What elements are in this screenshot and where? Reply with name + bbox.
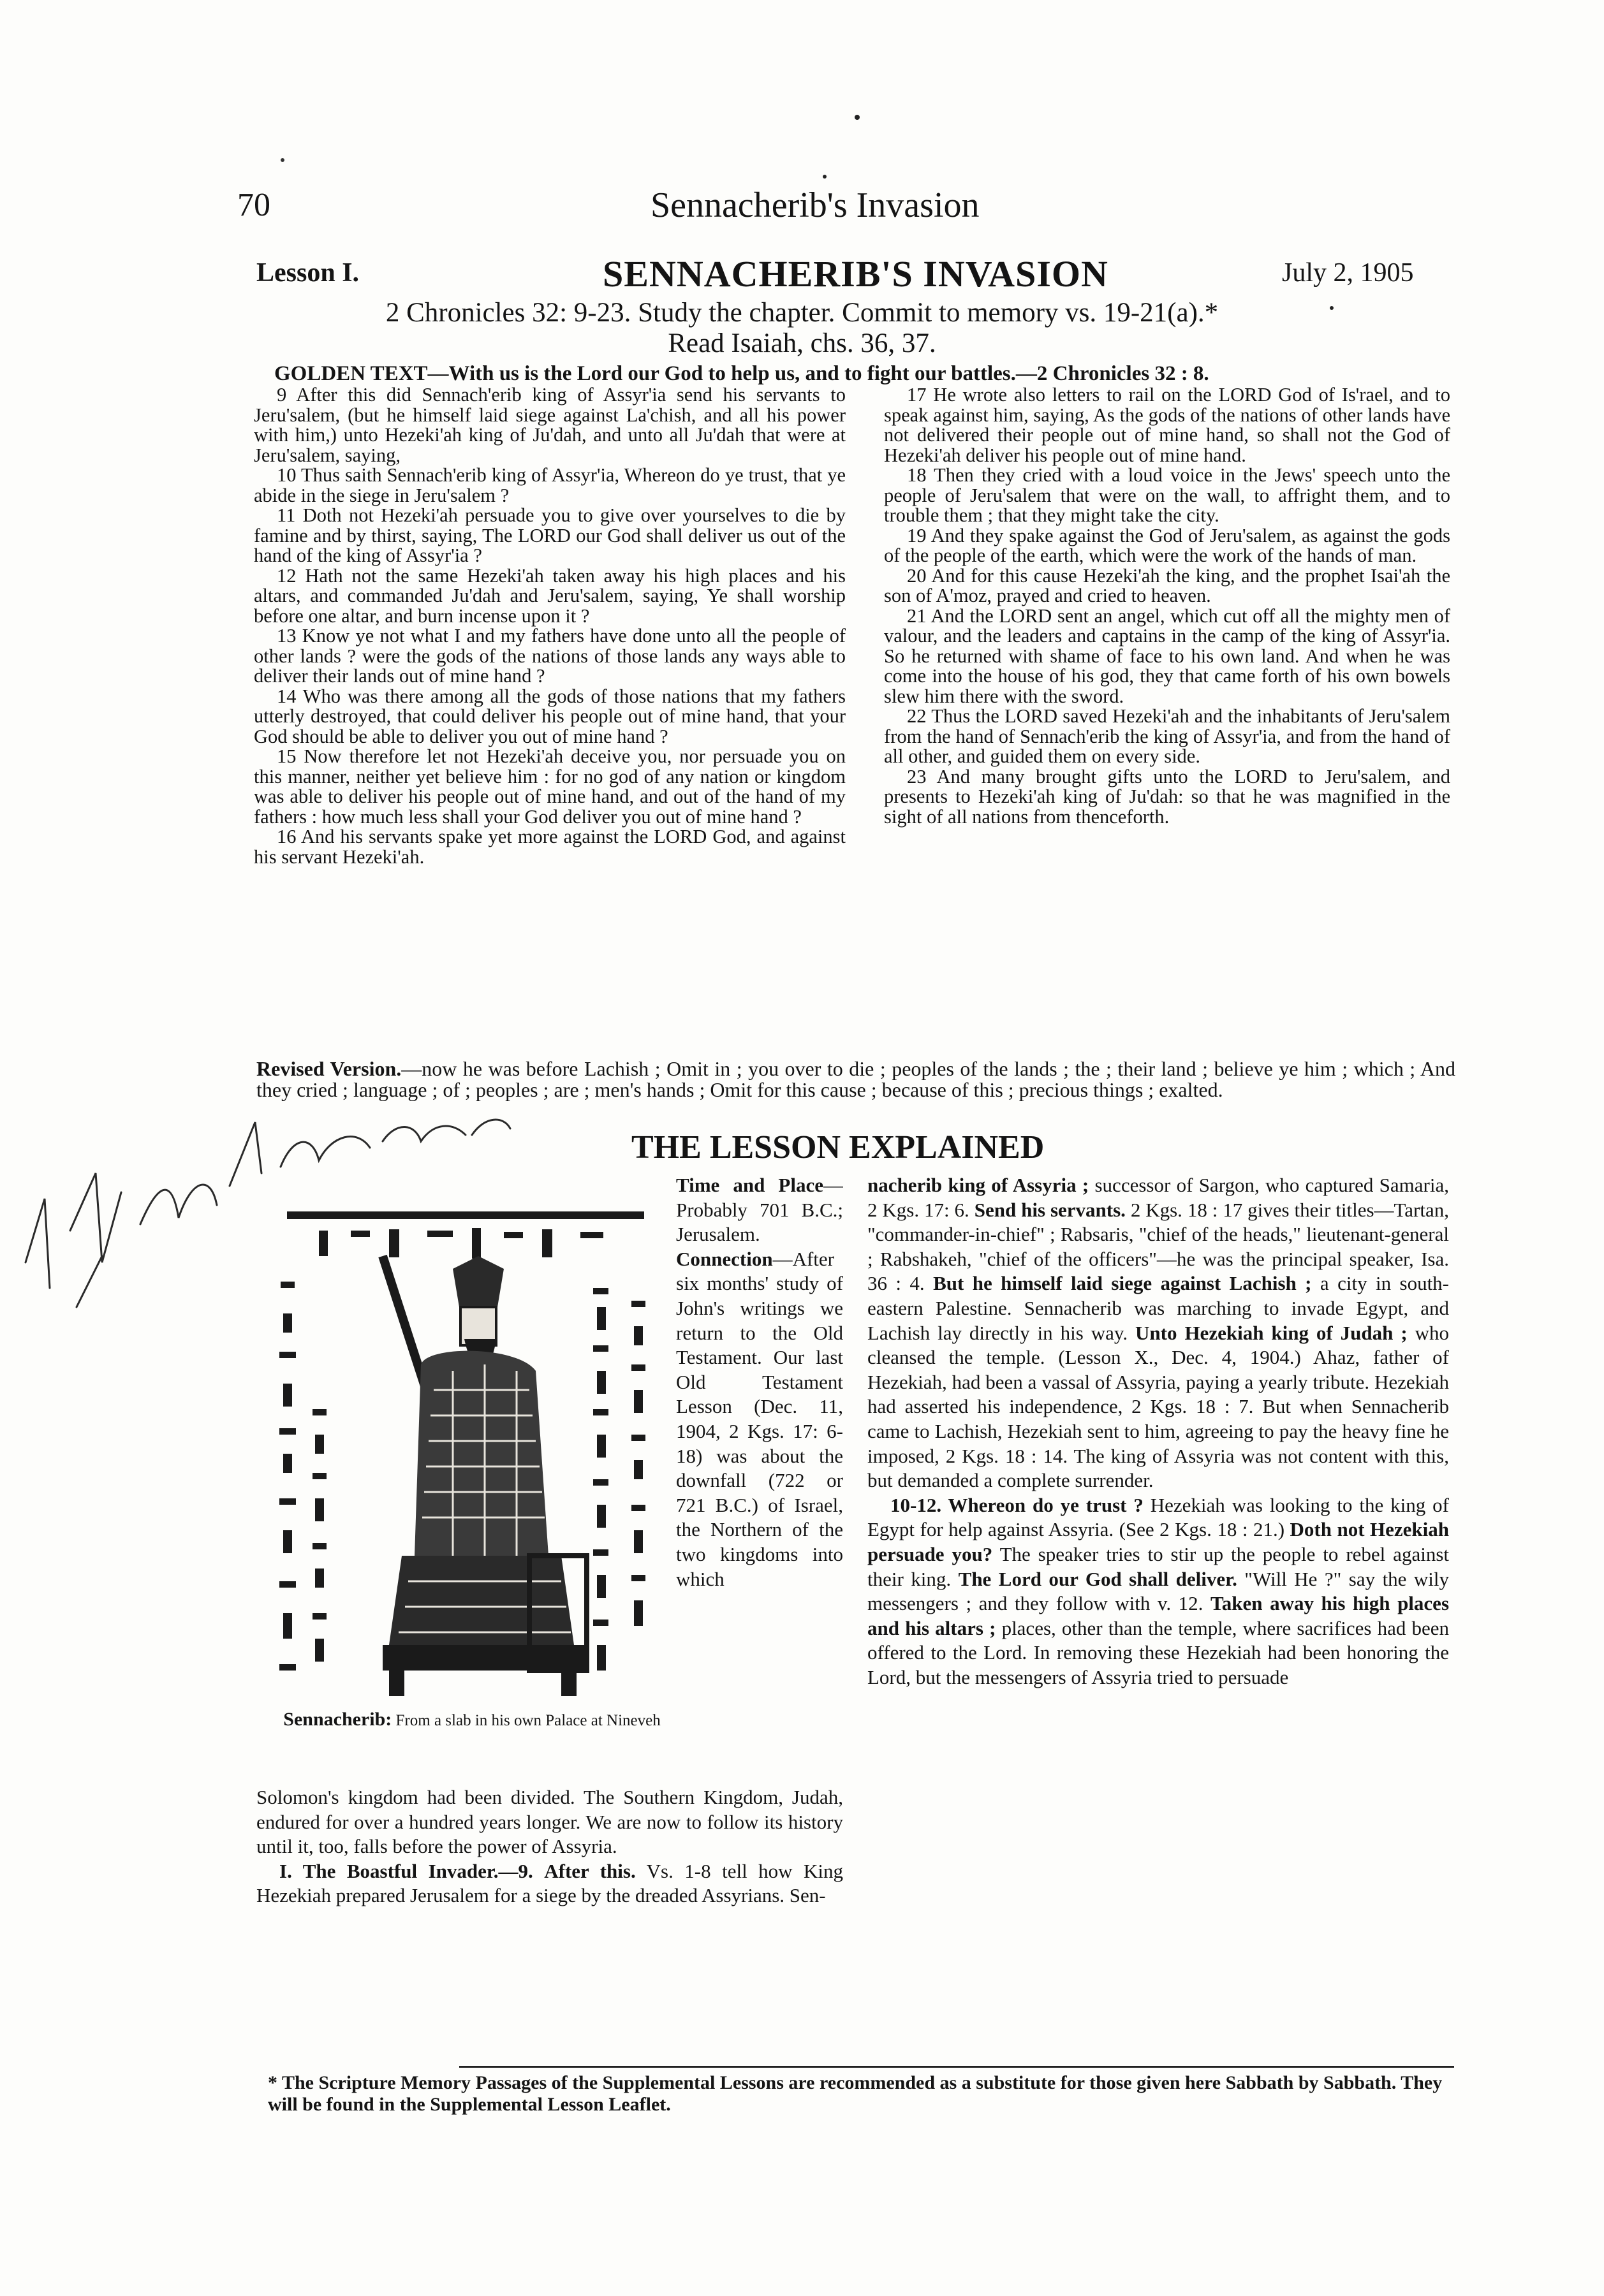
sennacherib-relief-image xyxy=(261,1199,676,1702)
verse: 19 And they spake against the God of Jeru'salem, as against the gods of the people of the earth, which were the work of the hands of man. xyxy=(884,524,1450,566)
running-head: Sennacherib's Invasion xyxy=(651,186,980,225)
lesson-label: Lesson I. xyxy=(256,258,360,288)
commentary-heading: Send his servants. xyxy=(974,1198,1126,1221)
scripture-reference: 2 Chronicles 32: 9-23. Study the chapter. Commit to memory vs. 19-21(a).* xyxy=(385,298,1219,328)
commentary-narrow-column xyxy=(676,1173,843,1785)
section-heading: THE LESSON EXPLAINED xyxy=(631,1129,1045,1166)
verse: 18 Then they cried with a loud voice in the Jews' speech unto the people of Jeru'salem that were on the wall, to affright them, and to trouble them ; that they might take the city. xyxy=(884,464,1450,526)
commentary-text: 2 Kgs. 18 : 17 gives their titles—Tartan, "commander-in-chief" ; Rabsaris, "chief of the heads," lieutenant-general ; Rabshakeh, "chief of the officers"—he was the principal speaker, Isa. 36 : 4. xyxy=(867,1198,1449,1295)
footnote-rule xyxy=(459,2066,1454,2068)
commentary-heading: Doth not Hezekiah persuade you? xyxy=(867,1518,1449,1565)
commentary-left-lower xyxy=(256,1785,843,2053)
boastful-invader-paragraph xyxy=(256,1859,843,1908)
commentary-heading: nacherib king of Assyria ; xyxy=(867,1174,1089,1196)
connection-paragraph xyxy=(676,1247,843,1591)
commentary-text: "Will He ?" say the wily messengers ; and they follow with v. 12. xyxy=(867,1567,1449,1615)
print-mark xyxy=(823,175,827,179)
section-text: Vs. 1-8 tell how King Hezekiah prepared Jerusalem for a siege by the dreaded Assyrians. Sen- xyxy=(256,1859,843,1907)
commentary-text: who cleansed the temple. (Lesson X., Dec. 4, 1904.) Ahaz, father of Hezekiah, had been a vassal of Assyria, paying a yearly tribute. Hezekiah had asserted his independence, 2 Kgs. 18 : 7. But when Sennacherib came to Lachish, Hezekiah sent to him, agreeing to pay the heavy fine he imposed, 2 Kgs. 18 : 14. The king of Assyria was not content with this, but demanded a complete surrender. xyxy=(867,1321,1449,1492)
print-mark xyxy=(281,158,284,162)
scripture-verses-right xyxy=(884,385,1450,1057)
verse: 23 And many brought gifts unto the LORD to Jeru'salem, and presents to Hezeki'ah king of Ju'dah: so that he was magnified in the sight of all nations from thenceforth. xyxy=(884,765,1450,828)
commentary-heading: Taken away his high places and his altars ; xyxy=(867,1592,1449,1639)
revised-version-label: Revised Version. xyxy=(256,1057,402,1080)
connection-label: Connection xyxy=(676,1247,773,1270)
verse: 11 Doth not Hezeki'ah persuade you to give over yourselves to die by famine and by thirst, saying, The LORD our God shall deliver us out of the hand of the king of Assyr'ia ? xyxy=(254,504,846,566)
figure-caption-text: From a slab in his own Palace at Nineveh xyxy=(395,1712,661,1729)
commentary-heading: But he himself laid siege against Lachish ; xyxy=(933,1272,1312,1295)
section-label: I. The Boastful Invader.—9. xyxy=(279,1859,533,1882)
time-place-label: Time and Place xyxy=(676,1174,823,1196)
figure-caption-subject: Sennacherib: xyxy=(283,1709,392,1730)
page-number: 70 xyxy=(237,187,270,223)
verse: 20 And for this cause Hezeki'ah the king, and the prophet Isai'ah the son of A'moz, prayed and cried to heaven. xyxy=(884,564,1450,606)
commentary-paragraph xyxy=(867,1493,1449,1690)
commentary-text: places, other than the temple, where sacrifices had been offered to the Lord. In removing these Hezekiah had been honoring the Lord, but the messengers of Assyria tried to persuade xyxy=(867,1616,1449,1688)
commentary-heading: Unto Hezekiah king of Judah ; xyxy=(1135,1321,1408,1344)
commentary-heading: 10-12. Whereon do ye trust ? xyxy=(890,1493,1144,1516)
commentary-text: a city in south-eastern Palestine. Sennacherib was marching to invade Egypt, and Lachish lay directly in his way. xyxy=(867,1272,1449,1344)
scripture-verses-left xyxy=(254,385,846,1057)
commentary-paragraph xyxy=(867,1173,1449,1493)
commentary-heading: The Lord our God shall deliver. xyxy=(958,1567,1237,1590)
golden-text: GOLDEN TEXT—With us is the Lord our God to help us, and to fight our battles.—2 Chronicles 32 : 8. xyxy=(274,362,1209,385)
verse: 9 After this did Sennach'erib king of Assyr'ia send his servants to Jeru'salem, (but he himself laid siege against La'chish, and all his power with him,) unto Hezeki'ah king of Ju'dah, and unto all Ju'dah that were at Jeru'salem, saying, xyxy=(254,385,846,466)
print-mark xyxy=(855,115,860,120)
figure-caption xyxy=(249,1710,695,1730)
verse: 17 He wrote also letters to rail on the LORD God of Is'rael, and to speak against him, saying, As the gods of the nations of other lands have not delivered their people out of mine hand, so shall not the God of Hezeki'ah deliver his people out of mine hand. xyxy=(884,385,1450,466)
lesson-title: SENNACHERIB'S INVASION xyxy=(603,253,1108,295)
commentary-text: The speaker tries to stir up the people to rebel against their king. xyxy=(867,1542,1449,1590)
revised-version-text: —now he was before Lachish ; Omit in ; you over to die ; peoples of the lands ; the ; their land ; believe ye him ; which ; And they cried ; language ; of ; peoples ; are ; men's hands ; Omit for this cause ; because of this ; precious things ; exalted. xyxy=(256,1057,1456,1101)
revised-version-notes xyxy=(256,1058,1455,1100)
verse: 12 Hath not the same Hezeki'ah taken away his high places and his altars, and commanded Ju'dah and Jeru'salem, saying, Ye shall worship before one altar, and burn incense upon it ? xyxy=(254,564,846,627)
commentary-text: Hezekiah was looking to the king of Egypt for help against Assyria. (See 2 Kgs. 18 : 21.) xyxy=(867,1493,1449,1541)
verse: 14 Who was there among all the gods of those nations that my fathers utterly destroyed, that could deliver his people out of mine hand, that your God should be able to deliver you out of mine hand ? xyxy=(254,685,846,747)
lesson-date: July 2, 1905 xyxy=(1282,258,1414,288)
after-this-label: After this. xyxy=(544,1859,636,1882)
verse: 22 Thus the LORD saved Hezeki'ah and the inhabitants of Jeru'salem from the hand of Sennach'erib the king of Assyr'ia, and from the hand of all other, and guided them on every side. xyxy=(884,705,1450,767)
verse: 10 Thus saith Sennach'erib king of Assyr'ia, Whereon do ye trust, that ye abide in the siege in Jeru'salem ? xyxy=(254,464,846,506)
verse: 13 Know ye not what I and my fathers have done unto all the people of other lands ? were the gods of the nations of those lands any ways able to deliver their lands out of mine hand ? xyxy=(254,625,846,687)
commentary-right-column xyxy=(867,1173,1449,2066)
verse: 15 Now therefore let not Hezeki'ah deceive you, nor persuade you on this manner, neither yet believe him : for no god of any nation or kingdom was able to deliver his people out of mine hand, and out of the hand of my fathers : how much less shall your God deliver you out of mine hand ? xyxy=(254,745,846,828)
commentary-text: successor of Sargon, who captured Samaria, 2 Kgs. 17: 6. xyxy=(867,1174,1449,1221)
kingdom-paragraph: Solomon's kingdom had been divided. The Southern Kingdom, Judah, endured for over a hundred years longer. We are now to follow its history until it, too, falls before the power of Assyria. xyxy=(256,1786,843,1858)
time-place-text: —Probably 701 B.C.; Jerusalem. xyxy=(676,1174,843,1246)
footnote: * The Scripture Memory Passages of the Supplemental Lessons are recommended as a substitute for those given here Sabbath by Sabbath. They will be found in the Supplemental Lesson Leaflet. xyxy=(268,2072,1443,2115)
verse: 16 And his servants spake yet more against the LORD God, and against his servant Hezeki'ah. xyxy=(254,826,846,868)
verse: 21 And the LORD sent an angel, which cut off all the mighty men of valour, and the leaders and captains in the camp of the king of Assyr'ia. So he returned with shame of face to his own land. And when he was come into the house of his god, they that came forth of his own bowels slew him there with the sword. xyxy=(884,604,1450,707)
reading-reference: Read Isaiah, chs. 36, 37. xyxy=(668,328,936,358)
time-place-paragraph xyxy=(676,1173,843,1247)
connection-text: —After six months' study of John's writings we return to the Old Testament. Our last Old Testament Lesson (Dec. 11, 1904, 2 Kgs. 17: 6-18) was about the downfall (722 or 721 B.C.) of Israel, the Northern of the two kingdoms into which xyxy=(676,1247,843,1590)
